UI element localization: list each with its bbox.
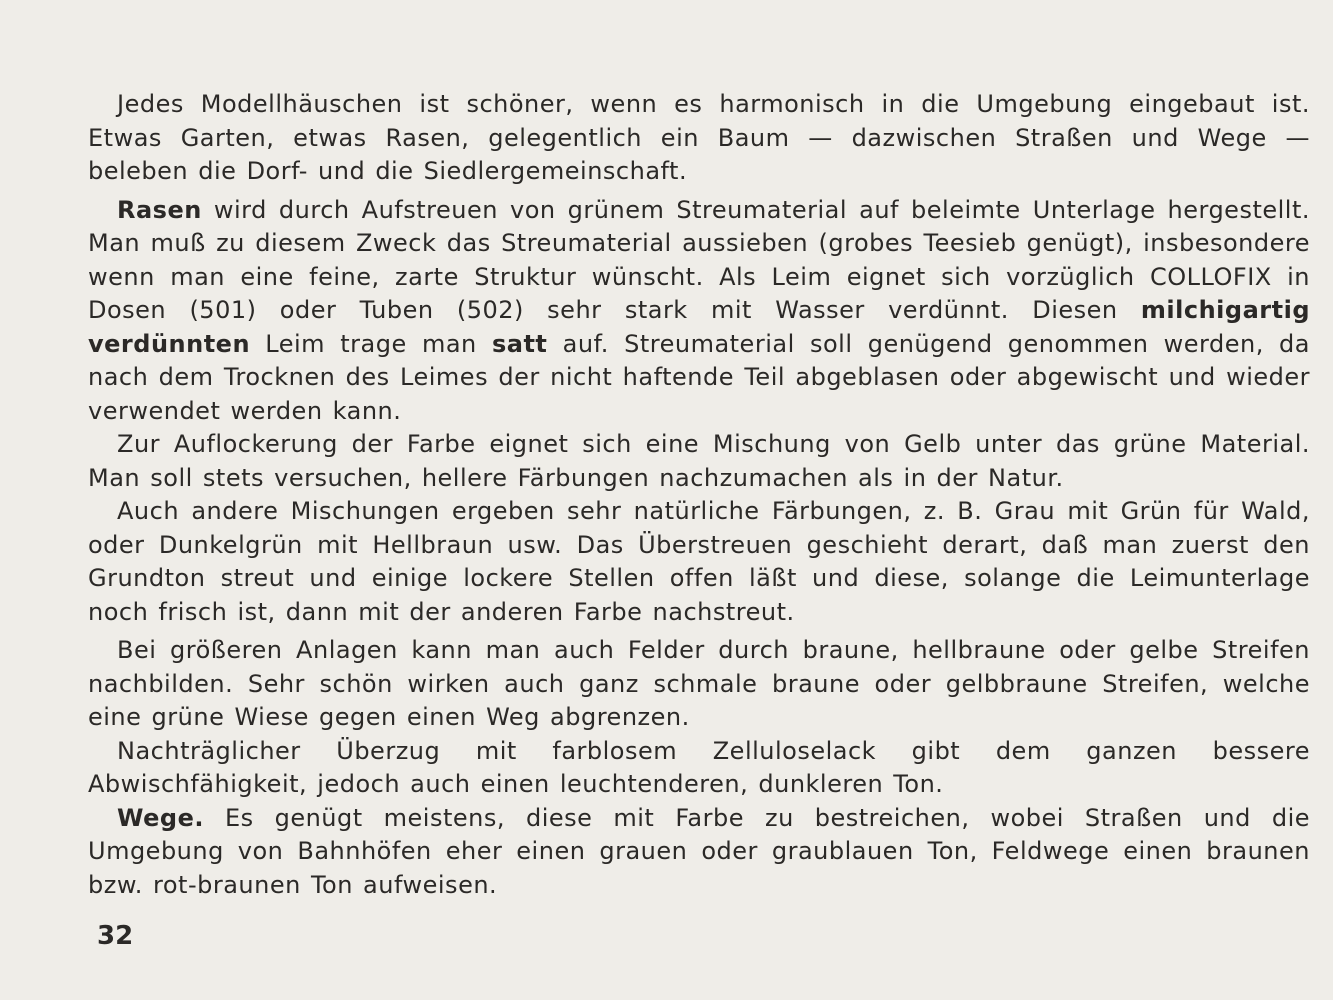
- paragraph-rasen: [88, 194, 1310, 429]
- rasen-emphasis-satt: satt: [491, 329, 548, 358]
- felder-text: Bei größeren Anlagen kann man auch Felder durch braune, hellbraune oder gelbe Streifen nachbilden. Sehr schön wirken auch ganz schmale braune oder gelbbraune Streifen, welche eine grüne Wiese gegen einen Weg abgrenzen.: [88, 636, 1310, 731]
- wege-heading: Wege.: [117, 803, 204, 832]
- paragraph-auflockerung: [88, 428, 1310, 495]
- rasen-emphasis-milchigartig: milchigartig verdünnten: [88, 296, 1310, 358]
- ueberzug-text: Nachträglicher Überzug mit farblosem Zelluloselack gibt dem ganzen bessere Abwischfähigkeit, jedoch auch einen leuchtenderen, dunkleren Ton.: [88, 736, 1310, 798]
- rasen-text-1: wird durch Aufstreuen von grünem Streumaterial auf beleimte Unterlage hergestellt. Man muß zu diesem Zweck das Streumaterial aussieben (grobes Teesieb genügt), insbesondere wenn man eine feine, zarte Struktur wünscht. Als Leim eignet sich vorzüglich COLLOFIX in Dosen (501) oder Tuben (502) sehr stark mit Wasser verdünnt. Diesen: [88, 195, 1310, 324]
- page-number: 32: [97, 921, 134, 951]
- wege-text: Es genügt meistens, diese mit Farbe zu bestreichen, wobei Straßen und die Umgebung von Bahnhöfen eher einen grauen oder graublauen Ton, Feldwege einen braunen bzw. rot-braunen Ton aufweisen.: [88, 803, 1310, 899]
- auflockerung-text: Zur Auflockerung der Farbe eignet sich eine Mischung von Gelb unter das grüne Material. Man soll stets versuchen, hellere Färbungen nachzumachen als in der Natur.: [88, 430, 1310, 492]
- intro-text: Jedes Modellhäuschen ist schöner, wenn es harmonisch in die Umgebung eingebaut ist. Etwas Garten, etwas Rasen, gelegentlich ein Baum — dazwischen Straßen und Wege — beleben die Dorf- und die Siedlergemeinschaft.: [88, 90, 1310, 185]
- paragraph-mischungen: [88, 495, 1310, 629]
- rasen-heading: Rasen: [117, 195, 202, 224]
- paragraph-felder: [88, 634, 1310, 735]
- rasen-text-2: Leim trage man: [250, 329, 492, 358]
- paragraph-intro: [88, 88, 1310, 189]
- mischungen-text: Auch andere Mischungen ergeben sehr natürliche Färbungen, z. B. Grau mit Grün für Wald, oder Dunkelgrün mit Hellbraun usw. Das Überstreuen geschieht derart, daß man zuerst den Grundton streut und einige lockere Stellen offen läßt und diese, solange die Leimunterlage noch frisch ist, dann mit der anderen Farbe nachstreut.: [88, 497, 1310, 626]
- paragraph-ueberzug: [88, 735, 1310, 802]
- paragraph-wege: [88, 802, 1310, 903]
- rasen-text-3: auf. Streumaterial soll genügend genommen werden, da nach dem Trocknen des Leimes der nicht haftende Teil abgeblasen oder abgewischt und wieder verwendet werden kann.: [88, 329, 1310, 425]
- body-text: [88, 88, 1310, 902]
